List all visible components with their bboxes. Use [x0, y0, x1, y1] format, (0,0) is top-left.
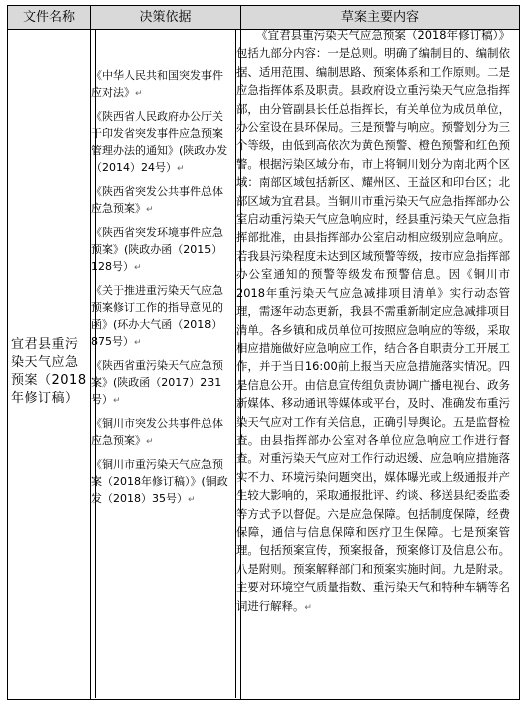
draft-content-paragraph: 《宜君县重污染天气应急预案（2018年修订稿）》包括九部分内容：一是总则。明确了编制目的、编制依据、适用范围、编制思路、预案体系和工作原则。二是应急指挥体系及职责。县政府设立重污染天气应急指挥部，由分管副县长任总指挥长，有关单位为成员单位，办公室设在县环保局。三是预警与响应。预警划分为三个等级，由低到高依次为黄色预警、橙色预警和红色预警。根据污染区域分布，市上将铜川划分为南北两个区域：南部区域包括新区、耀州区、王益区和印台区；北部区域为宜君县。当铜川市重污染天气应急指挥部办公室启动重污染天气应急响应时，经县重污染天气应急指挥部批准，由县指挥部办公室启动相应级别应急响应。若我县污染程度未达到区域预警等级，按市应急指挥部办公室通知的预警等级发布预警信息。因《铜川市2018年重污染天气应急减排项目清单》实行动态管理，需逐年动态更新，我县不需重新制定应急减排项目清单。各乡镇和成员单位可按照应急响应的等级，采取相应措施做好应急响应工作，结合各自职责分工开展工作，并于当日16:00前上报当天应急措施落实情况。四是信息公开。由信息宣传组负责协调广播电视台、政务新媒体、移动通讯等媒体或平台，及时、准确发布重污染天气应对工作有关信息，正确引导舆论。五是监督检查。由县指挥部办公室对各单位应急响应工作进行督查。对重污染天气应对工作行动迟缓、应急响应措施落实不力、环境污染问题突出，媒体曝光或上级通报并产生较大影响的，采取通报批评、约谈、移送县纪委监委等方式予以督促。六是应急保障。包括制度保障，经费保障，通信与信息保障和医疗卫生保障。七是预案管理。包括预案宣传，预案报备，预案修订及信息公布。八是附则。预案解释部门和预案实施时间。九是附录。主要对环境空气质量指数、重污染天气和特种车辆等名词进行解释。↵ — [236, 28, 510, 613]
header-decision-basis: 决策依据 — [91, 6, 240, 29]
paragraph-mark-icon: ↵ — [188, 495, 196, 505]
paragraph-mark-icon: ↵ — [134, 338, 142, 348]
paragraph-mark-icon: ↵ — [177, 164, 185, 174]
file-name-cell: 宜君县重污染天气应急预案（2018年修订稿） — [11, 337, 87, 406]
decision-basis-list — [91, 67, 228, 514]
draft-content-cell — [236, 26, 510, 617]
paragraph-mark-icon: ↵ — [113, 396, 121, 406]
header-file-name: 文件名称 — [8, 6, 90, 29]
paragraph-mark-icon: ↵ — [146, 437, 154, 447]
basis-item: 《铜川市重污染天气应急预案（2018年修订稿）》(铜政发（2018）35号）↵ — [91, 458, 228, 505]
basis-item: 《陕西省人民政府办公厅关于印发省突发事件应急预案管理办法的通知》(陕政办发（2014）24号）↵ — [91, 110, 228, 174]
basis-item: 《关于推进重污染天气应急预案修订工作的指导意见的函》(环办大气函（2018）875号）↵ — [91, 284, 223, 348]
paragraph-mark-icon: ↵ — [304, 602, 312, 613]
basis-item: 《陕西省突发环境事件应急预案》(陕政办函（2015）128号）↵ — [91, 226, 223, 273]
basis-item: 《铜川市突发公共事件总体应急预案》↵ — [91, 417, 223, 447]
basis-item: 《陕西省重污染天气应急预案》(陕政函（2017）231号）↵ — [91, 359, 223, 406]
paragraph-mark-icon: ↵ — [134, 263, 142, 273]
paragraph-mark-icon: ↵ — [135, 89, 143, 99]
paragraph-mark-icon: ↵ — [146, 205, 154, 215]
basis-item: 《陕西省突发公共事件总体应急预案》↵ — [91, 185, 223, 215]
basis-item: 《中华人民共和国突发事件应对法》↵ — [91, 69, 223, 99]
header-draft-content: 草案主要内容 — [241, 6, 519, 29]
